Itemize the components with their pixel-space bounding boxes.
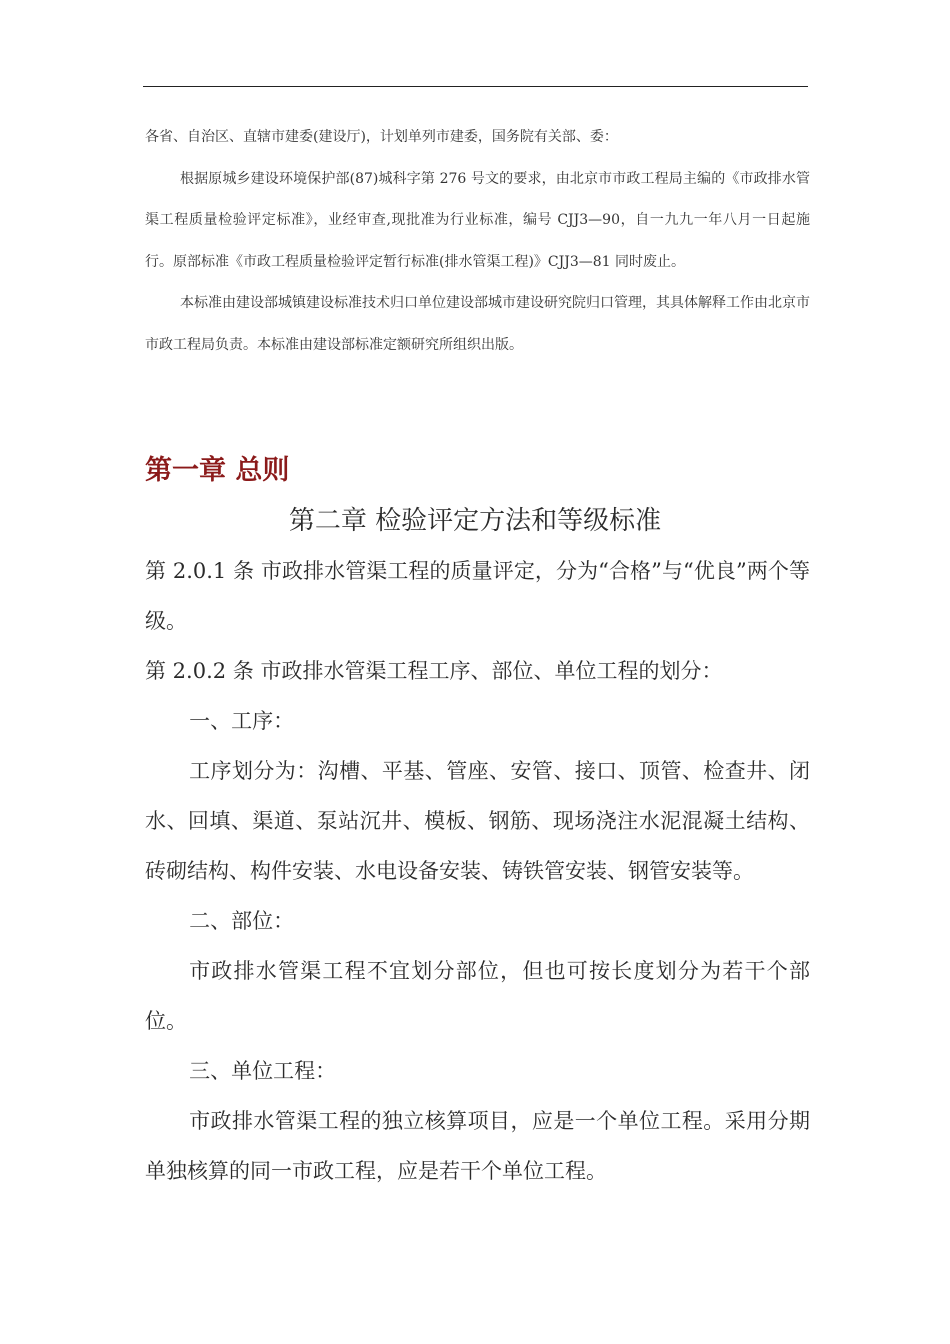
approval-notice <box>145 117 810 366</box>
item-3-text: 市政排水管渠工程的独立核算项目，应是一个单位工程。采用分期单独核算的同一市政工程，应是若干个单位工程。 <box>145 1109 810 1183</box>
article-2-0-1: 第 2.0.1 条 市政排水管渠工程的质量评定，分为“合格”与“优良”两个等级。 <box>145 559 810 633</box>
item-2-text: 市政排水管渠工程不宜划分部位，但也可按长度划分为若干个部位。 <box>145 959 810 1033</box>
item-3-heading: 三、单位工程： <box>189 1059 337 1083</box>
item-1-heading: 一、工序： <box>189 709 295 733</box>
header-rule <box>143 86 808 87</box>
item-1-text: 工序划分为：沟槽、平基、管座、安管、接口、顶管、检查井、闭水、回填、渠道、泵站沉井、模板、钢筋、现场浇注水泥混凝土结构、砖砌结构、构件安装、水电设备安装、铸铁管安装、钢管安装等。 <box>145 759 810 883</box>
notice-addressee: 各省、自治区、直辖市建委(建设厅)，计划单列市建委，国务院有关部、委： <box>145 129 618 145</box>
chapter-one-title: 第一章 总则 <box>145 455 290 486</box>
notice-paragraph-1: 根据原城乡建设环境保护部(87)城科字第 276 号文的要求，由北京市市政工程局主编的《市政排水管渠工程质量检验评定标准》，业经审查,现批准为行业标准，编号 CJJ3—90，自一九九一年八月一日起施行。原部标准《市政工程质量检验评定暂行标准(排水管渠工程)》CJJ3—81 同时废止。 <box>145 170 810 270</box>
item-2-heading: 二、部位： <box>189 909 295 933</box>
notice-paragraph-2: 本标准由建设部城镇建设标准技术归口单位建设部城市建设研究院归口管理，其具体解释工作由北京市市政工程局负责。本标准由建设部标准定额研究所组织出版。 <box>145 295 810 353</box>
article-2-0-2: 第 2.0.2 条 市政排水管渠工程工序、部位、单位工程的划分： <box>145 659 723 683</box>
chapter-two-title: 第二章 检验评定方法和等级标准 <box>288 506 662 536</box>
chapter-two-body <box>145 546 810 1196</box>
